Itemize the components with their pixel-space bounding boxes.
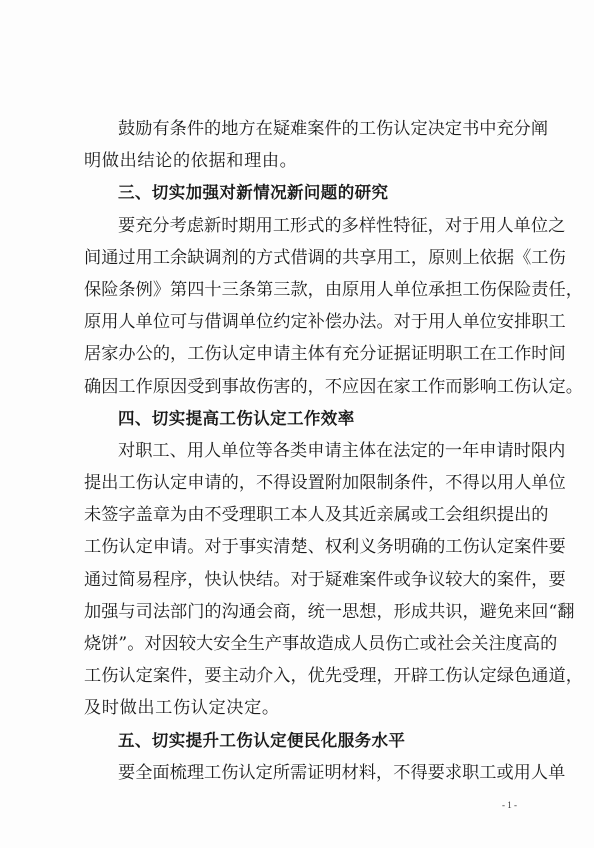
page-number: - 1 -: [502, 800, 517, 810]
paragraph-line: 加 强 与 司 法 部 门 的 沟 通 会 商 ， 统 一 思 想 ， 形 成 共 识 ， 避 免 来 回 “ 翻: [84, 601, 575, 622]
paragraph-line: 原 用 人 单 位 可 与 借 调 单 位 约 定 补 偿 办 法 。 对 于 用 人 单 位 安 排 职 工: [84, 312, 566, 333]
paragraph-line: 鼓 励 有 条 件 的 地 方 在 疑 难 案 件 的 工 伤 认 定 决 定 书 中 充 分 阐: [118, 119, 549, 139]
paragraph-line: 烧 饼 ” 。 对 因 较 大 安 全 生 产 事 故 造 成 人 员 伤 亡 或 社 会 关 注 度 高 的: [84, 634, 558, 654]
paragraph-line: 提 出 工 伤 认 定 申 请 的 ， 不 得 设 置 附 加 限 制 条 件 ， 不 得 以 用 人 单 位: [84, 473, 566, 494]
paragraph-line: 对 职 工 、 用 人 单 位 等 各 类 申 请 主 体 在 法 定 的 一 年 申 请 时 限 内: [118, 440, 566, 461]
paragraph-line: 工 伤 认 定 案 件 ， 要 主 动 介 入 ， 优 先 受 理 ， 开 辟 工 伤 认 定 绿 色 通 道 ，: [84, 666, 583, 687]
paragraph-line: 通 过 简 易 程 序 ， 快 认 快 结 。 对 于 疑 难 案 件 或 争 议 较 大 的 案 件 ， 要: [84, 569, 566, 590]
section-heading: 四、切实提高工伤认定工作效率: [118, 408, 355, 428]
paragraph-line: 要 充 分 考 虑 新 时 期 用 工 形 式 的 多 样 性 特 征 ， 对 于 用 人 单 位 之: [118, 215, 566, 236]
section-heading: 三、切实加强对新情况新问题的研究: [118, 183, 389, 203]
paragraph-line: 居 家 办 公 的 ， 工 伤 认 定 申 请 主 体 有 充 分 证 据 证 明 职 工 在 工 作 时 间: [84, 344, 566, 365]
paragraph-line: 工 伤 认 定 申 请 。 对 于 事 实 清 楚 、 权 利 义 务 明 确 的 工 伤 认 定 案 件 要: [84, 537, 566, 558]
section-heading: 五、切实提升工伤认定便民化服务水平: [118, 730, 406, 750]
paragraph-line: 确 因 工 作 原 因 受 到 事 故 伤 害 的 ， 不 应 因 在 家 工 作 而 影 响 工 伤 认 定 。: [84, 376, 583, 397]
paragraph-line: 保 险 条 例 》 第 四 十 三 条 第 三 款 ， 由 原 用 人 单 位 承 担 工 伤 保 险 责 任 ，: [84, 279, 583, 300]
paragraph-line: 明做出结论的依据和理由。: [84, 151, 298, 172]
document-body: [84, 113, 583, 789]
paragraph-line: 及时做出工伤认定决定。: [84, 698, 280, 719]
paragraph-line: 间 通 过 用 工 余 缺 调 剂 的 方 式 借 调 的 共 享 用 工 ， 原 则 上 依 据 《 工 伤: [84, 247, 566, 268]
paragraph-line: 要 全 面 梳 理 工 伤 认 定 所 需 证 明 材 料 ， 不 得 要 求 职 工 或 用 人 单: [118, 762, 566, 783]
paragraph-line: 未 签 字 盖 章 为 由 不 受 理 职 工 本 人 及 其 近 亲 属 或 工 会 组 织 提 出 的: [84, 505, 549, 526]
